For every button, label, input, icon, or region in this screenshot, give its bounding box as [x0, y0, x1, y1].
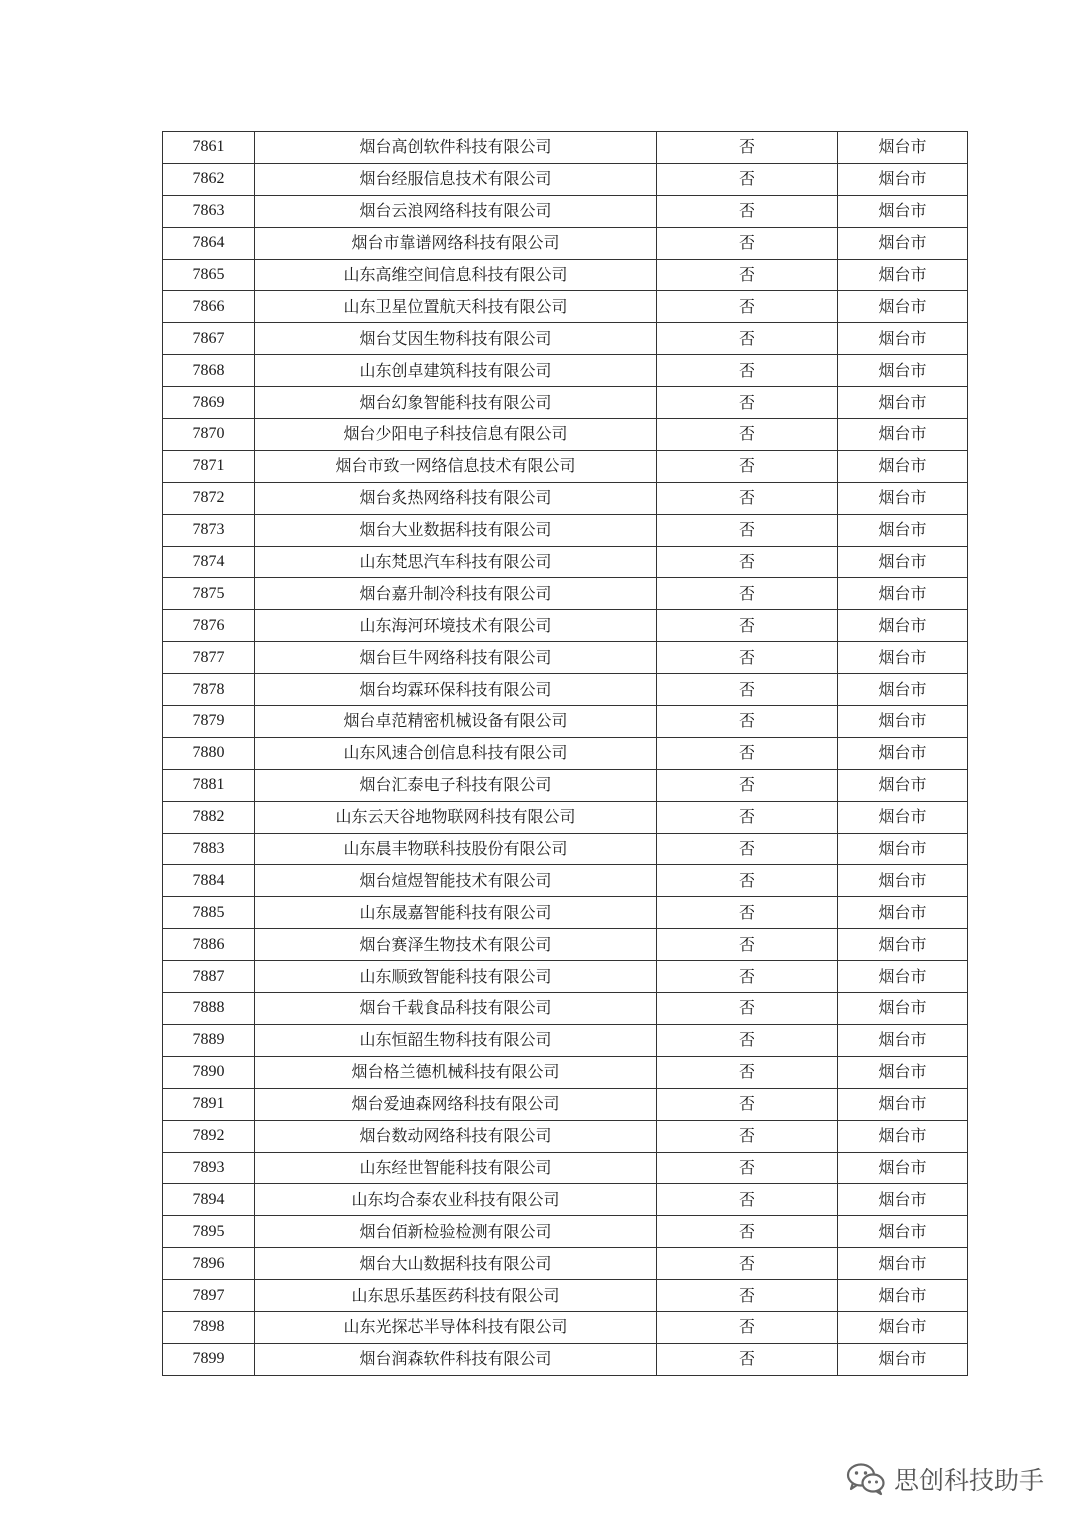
row-number-cell: 7891	[163, 1088, 255, 1120]
city-cell: 烟台市	[838, 674, 968, 706]
company-name-cell: 烟台卓范精密机械设备有限公司	[255, 706, 657, 738]
row-number-cell: 7863	[163, 195, 255, 227]
table-row	[163, 1311, 968, 1343]
table-row	[163, 195, 968, 227]
row-number-cell: 7866	[163, 291, 255, 323]
company-name-cell: 山东晟嘉智能科技有限公司	[255, 897, 657, 929]
flag-cell: 否	[657, 1024, 838, 1056]
table-row	[163, 1248, 968, 1280]
city-cell: 烟台市	[838, 897, 968, 929]
row-number-cell: 7890	[163, 1056, 255, 1088]
row-number-cell: 7864	[163, 227, 255, 259]
flag-cell: 否	[657, 482, 838, 514]
company-name-cell: 烟台云浪网络科技有限公司	[255, 195, 657, 227]
row-number-cell: 7885	[163, 897, 255, 929]
table-row	[163, 897, 968, 929]
flag-cell: 否	[657, 387, 838, 419]
city-cell: 烟台市	[838, 1024, 968, 1056]
city-cell: 烟台市	[838, 865, 968, 897]
flag-cell: 否	[657, 546, 838, 578]
row-number-cell: 7883	[163, 833, 255, 865]
flag-cell: 否	[657, 1056, 838, 1088]
city-cell: 烟台市	[838, 1280, 968, 1312]
flag-cell: 否	[657, 578, 838, 610]
flag-cell: 否	[657, 291, 838, 323]
city-cell: 烟台市	[838, 1184, 968, 1216]
table-row	[163, 865, 968, 897]
city-cell: 烟台市	[838, 1088, 968, 1120]
company-name-cell: 烟台佰新检验检测有限公司	[255, 1216, 657, 1248]
table-row	[163, 801, 968, 833]
flag-cell: 否	[657, 1088, 838, 1120]
company-name-cell: 烟台大山数据科技有限公司	[255, 1248, 657, 1280]
flag-cell: 否	[657, 929, 838, 961]
company-name-cell: 烟台艾因生物科技有限公司	[255, 323, 657, 355]
table-row	[163, 387, 968, 419]
table-row	[163, 132, 968, 164]
row-number-cell: 7896	[163, 1248, 255, 1280]
company-name-cell: 烟台大业数据科技有限公司	[255, 514, 657, 546]
company-name-cell: 山东云天谷地物联网科技有限公司	[255, 801, 657, 833]
company-name-cell: 山东光探芯半导体科技有限公司	[255, 1311, 657, 1343]
flag-cell: 否	[657, 897, 838, 929]
city-cell: 烟台市	[838, 419, 968, 451]
table-row	[163, 482, 968, 514]
company-name-cell: 山东顺致智能科技有限公司	[255, 961, 657, 993]
table-row	[163, 163, 968, 195]
city-cell: 烟台市	[838, 546, 968, 578]
company-name-cell: 烟台高创软件科技有限公司	[255, 132, 657, 164]
city-cell: 烟台市	[838, 259, 968, 291]
table-row	[163, 1024, 968, 1056]
row-number-cell: 7882	[163, 801, 255, 833]
company-table-body	[163, 132, 968, 1376]
table-row	[163, 674, 968, 706]
row-number-cell: 7861	[163, 132, 255, 164]
company-name-cell: 烟台巨牛网络科技有限公司	[255, 642, 657, 674]
table-row	[163, 706, 968, 738]
table-row	[163, 929, 968, 961]
city-cell: 烟台市	[838, 323, 968, 355]
company-name-cell: 烟台赛泽生物技术有限公司	[255, 929, 657, 961]
row-number-cell: 7899	[163, 1343, 255, 1375]
row-number-cell: 7894	[163, 1184, 255, 1216]
city-cell: 烟台市	[838, 1248, 968, 1280]
flag-cell: 否	[657, 323, 838, 355]
row-number-cell: 7881	[163, 769, 255, 801]
row-number-cell: 7874	[163, 546, 255, 578]
table-row	[163, 1343, 968, 1375]
city-cell: 烟台市	[838, 1152, 968, 1184]
company-name-cell: 山东思乐基医药科技有限公司	[255, 1280, 657, 1312]
city-cell: 烟台市	[838, 737, 968, 769]
flag-cell: 否	[657, 1248, 838, 1280]
flag-cell: 否	[657, 1184, 838, 1216]
company-name-cell: 山东经世智能科技有限公司	[255, 1152, 657, 1184]
row-number-cell: 7868	[163, 355, 255, 387]
flag-cell: 否	[657, 737, 838, 769]
city-cell: 烟台市	[838, 1311, 968, 1343]
city-cell: 烟台市	[838, 578, 968, 610]
flag-cell: 否	[657, 801, 838, 833]
flag-cell: 否	[657, 993, 838, 1025]
table-row	[163, 514, 968, 546]
table-row	[163, 259, 968, 291]
city-cell: 烟台市	[838, 1343, 968, 1375]
company-name-cell: 山东恒韶生物科技有限公司	[255, 1024, 657, 1056]
city-cell: 烟台市	[838, 163, 968, 195]
company-name-cell: 烟台少阳电子科技信息有限公司	[255, 419, 657, 451]
table-row	[163, 1056, 968, 1088]
company-name-cell: 烟台嘉升制冷科技有限公司	[255, 578, 657, 610]
flag-cell: 否	[657, 195, 838, 227]
table-row	[163, 1216, 968, 1248]
company-name-cell: 烟台均霖环保科技有限公司	[255, 674, 657, 706]
table-row	[163, 1088, 968, 1120]
row-number-cell: 7875	[163, 578, 255, 610]
table-row	[163, 450, 968, 482]
row-number-cell: 7876	[163, 610, 255, 642]
city-cell: 烟台市	[838, 195, 968, 227]
city-cell: 烟台市	[838, 769, 968, 801]
table-row	[163, 1280, 968, 1312]
flag-cell: 否	[657, 259, 838, 291]
watermark	[846, 1461, 1044, 1497]
row-number-cell: 7898	[163, 1311, 255, 1343]
city-cell: 烟台市	[838, 132, 968, 164]
row-number-cell: 7897	[163, 1280, 255, 1312]
company-name-cell: 山东梵思汽车科技有限公司	[255, 546, 657, 578]
wechat-icon	[846, 1462, 886, 1496]
row-number-cell: 7886	[163, 929, 255, 961]
city-cell: 烟台市	[838, 387, 968, 419]
flag-cell: 否	[657, 355, 838, 387]
city-cell: 烟台市	[838, 514, 968, 546]
flag-cell: 否	[657, 610, 838, 642]
table-row	[163, 769, 968, 801]
table-row	[163, 610, 968, 642]
flag-cell: 否	[657, 419, 838, 451]
company-name-cell: 烟台煊煜智能技术有限公司	[255, 865, 657, 897]
company-name-cell: 山东高维空间信息科技有限公司	[255, 259, 657, 291]
row-number-cell: 7862	[163, 163, 255, 195]
company-name-cell: 烟台幻象智能科技有限公司	[255, 387, 657, 419]
row-number-cell: 7869	[163, 387, 255, 419]
flag-cell: 否	[657, 1152, 838, 1184]
company-table	[162, 131, 968, 1376]
city-cell: 烟台市	[838, 961, 968, 993]
flag-cell: 否	[657, 642, 838, 674]
flag-cell: 否	[657, 706, 838, 738]
company-name-cell: 烟台汇泰电子科技有限公司	[255, 769, 657, 801]
flag-cell: 否	[657, 1216, 838, 1248]
table-row	[163, 546, 968, 578]
table-row	[163, 1120, 968, 1152]
city-cell: 烟台市	[838, 482, 968, 514]
table-row	[163, 227, 968, 259]
company-name-cell: 山东海河环境技术有限公司	[255, 610, 657, 642]
row-number-cell: 7893	[163, 1152, 255, 1184]
table-row	[163, 419, 968, 451]
city-cell: 烟台市	[838, 450, 968, 482]
row-number-cell: 7877	[163, 642, 255, 674]
row-number-cell: 7887	[163, 961, 255, 993]
company-name-cell: 烟台爱迪森网络科技有限公司	[255, 1088, 657, 1120]
company-name-cell: 山东风速合创信息科技有限公司	[255, 737, 657, 769]
company-name-cell: 烟台千载食品科技有限公司	[255, 993, 657, 1025]
city-cell: 烟台市	[838, 642, 968, 674]
flag-cell: 否	[657, 132, 838, 164]
row-number-cell: 7895	[163, 1216, 255, 1248]
watermark-text: 思创科技助手	[893, 1466, 1044, 1495]
flag-cell: 否	[657, 1280, 838, 1312]
table-row	[163, 833, 968, 865]
city-cell: 烟台市	[838, 227, 968, 259]
city-cell: 烟台市	[838, 706, 968, 738]
table-row	[163, 291, 968, 323]
flag-cell: 否	[657, 1343, 838, 1375]
company-name-cell: 烟台润森软件科技有限公司	[255, 1343, 657, 1375]
company-name-cell: 烟台数动网络科技有限公司	[255, 1120, 657, 1152]
city-cell: 烟台市	[838, 833, 968, 865]
flag-cell: 否	[657, 163, 838, 195]
row-number-cell: 7889	[163, 1024, 255, 1056]
row-number-cell: 7892	[163, 1120, 255, 1152]
table-row	[163, 993, 968, 1025]
row-number-cell: 7870	[163, 419, 255, 451]
row-number-cell: 7872	[163, 482, 255, 514]
flag-cell: 否	[657, 961, 838, 993]
city-cell: 烟台市	[838, 1216, 968, 1248]
table-row	[163, 1152, 968, 1184]
flag-cell: 否	[657, 514, 838, 546]
row-number-cell: 7884	[163, 865, 255, 897]
row-number-cell: 7873	[163, 514, 255, 546]
row-number-cell: 7879	[163, 706, 255, 738]
row-number-cell: 7867	[163, 323, 255, 355]
company-name-cell: 山东晨丰物联科技股份有限公司	[255, 833, 657, 865]
city-cell: 烟台市	[838, 993, 968, 1025]
table-row	[163, 642, 968, 674]
row-number-cell: 7871	[163, 450, 255, 482]
flag-cell: 否	[657, 227, 838, 259]
city-cell: 烟台市	[838, 355, 968, 387]
city-cell: 烟台市	[838, 1120, 968, 1152]
table-row	[163, 355, 968, 387]
city-cell: 烟台市	[838, 610, 968, 642]
company-name-cell: 山东均合泰农业科技有限公司	[255, 1184, 657, 1216]
company-name-cell: 烟台经服信息技术有限公司	[255, 163, 657, 195]
table-row	[163, 1184, 968, 1216]
table-row	[163, 961, 968, 993]
company-name-cell: 烟台市致一网络信息技术有限公司	[255, 450, 657, 482]
company-name-cell: 烟台炙热网络科技有限公司	[255, 482, 657, 514]
city-cell: 烟台市	[838, 929, 968, 961]
city-cell: 烟台市	[838, 291, 968, 323]
row-number-cell: 7888	[163, 993, 255, 1025]
table-row	[163, 737, 968, 769]
flag-cell: 否	[657, 769, 838, 801]
flag-cell: 否	[657, 1311, 838, 1343]
flag-cell: 否	[657, 450, 838, 482]
flag-cell: 否	[657, 833, 838, 865]
city-cell: 烟台市	[838, 1056, 968, 1088]
flag-cell: 否	[657, 674, 838, 706]
city-cell: 烟台市	[838, 801, 968, 833]
row-number-cell: 7878	[163, 674, 255, 706]
flag-cell: 否	[657, 1120, 838, 1152]
company-name-cell: 山东创卓建筑科技有限公司	[255, 355, 657, 387]
row-number-cell: 7865	[163, 259, 255, 291]
company-name-cell: 烟台格兰德机械科技有限公司	[255, 1056, 657, 1088]
table-row	[163, 323, 968, 355]
flag-cell: 否	[657, 865, 838, 897]
table-row	[163, 578, 968, 610]
company-name-cell: 烟台市靠谱网络科技有限公司	[255, 227, 657, 259]
row-number-cell: 7880	[163, 737, 255, 769]
company-name-cell: 山东卫星位置航天科技有限公司	[255, 291, 657, 323]
